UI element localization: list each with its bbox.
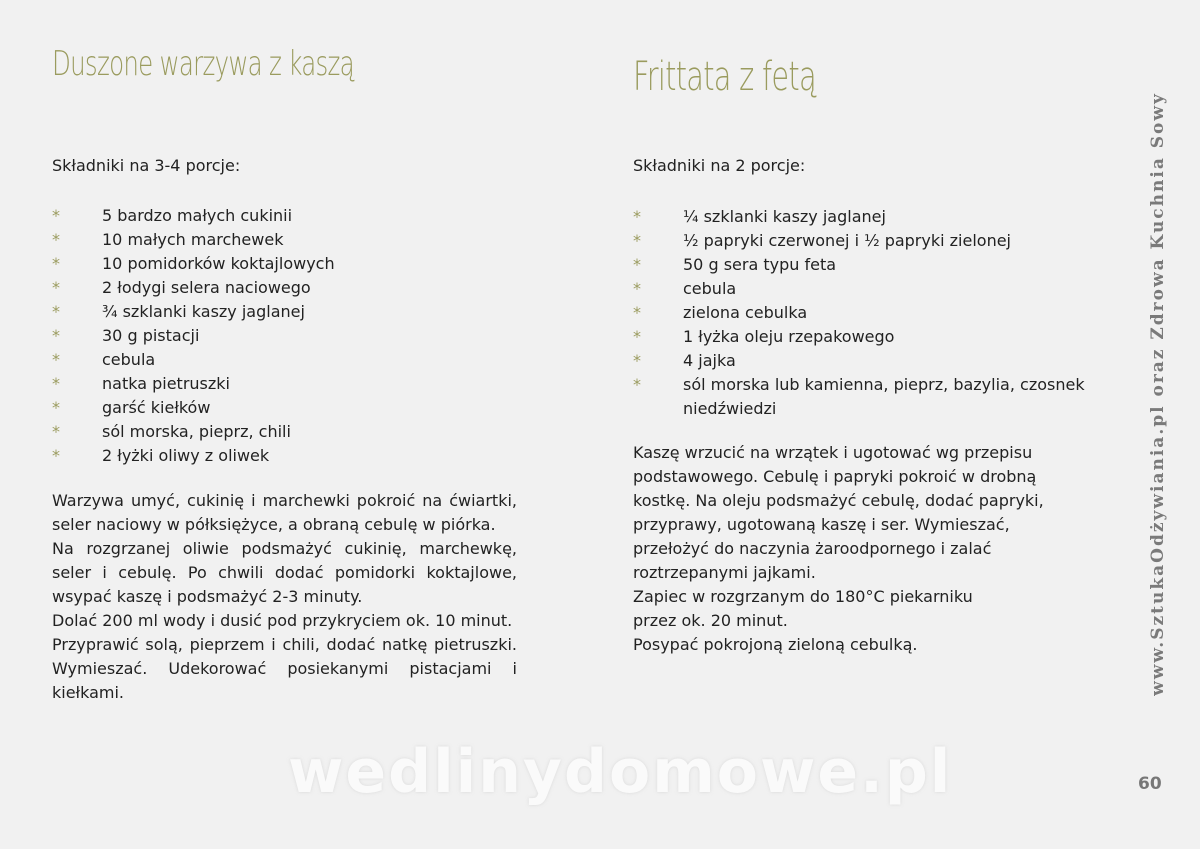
- ingredient-item: * 5 bardzo małych cukinii: [52, 204, 335, 228]
- method-line: kostkę. Na oleju podsmażyć cebulę, dodać papryki,: [633, 491, 1044, 510]
- method-line: przez ok. 20 minut.: [633, 611, 788, 630]
- bullet-asterisk-icon: *: [52, 206, 60, 225]
- left-recipe-title: Duszone warzywa z kaszą: [52, 44, 354, 84]
- bullet-asterisk-icon: *: [52, 374, 60, 393]
- bullet-asterisk-icon: *: [52, 446, 60, 465]
- bullet-asterisk-icon: *: [633, 255, 641, 274]
- ingredient-item: * 10 małych marchewek: [52, 228, 335, 252]
- ingredient-item: * zielona cebulka: [633, 301, 1093, 325]
- method-line: roztrzepanymi jajkami.: [633, 563, 816, 582]
- ingredient-item: * cebula: [52, 348, 335, 372]
- left-ingredient-list: [52, 204, 335, 468]
- ingredient-item: * ¾ szklanki kaszy jaglanej: [52, 300, 335, 324]
- left-method: [52, 489, 517, 705]
- ingredient-item: * 4 jajka: [633, 349, 1093, 373]
- method-line: Kaszę wrzucić na wrzątek i ugotować wg przepisu: [633, 443, 1033, 462]
- vertical-site-credit-text: www.SztukaOdżywiania.pl oraz Zdrowa Kuchnia Sowy: [1148, 92, 1168, 696]
- right-ingredient-list: [633, 205, 1093, 421]
- right-recipe-title: Frittata z fetą: [633, 54, 816, 100]
- ingredient-item: * 2 łodygi selera naciowego: [52, 276, 335, 300]
- bullet-asterisk-icon: *: [52, 422, 60, 441]
- method-paragraph: Warzywa umyć, cukinię i marchewki pokroić na ćwiartki, seler naciowy w półksiężyce, a obraną cebulę w piórka.: [52, 491, 517, 534]
- method-line: Zapiec w rozgrzanym do 180°C piekarniku: [633, 587, 973, 606]
- ingredient-item: * natka pietruszki: [52, 372, 335, 396]
- bullet-asterisk-icon: *: [633, 351, 641, 370]
- bullet-asterisk-icon: *: [633, 375, 641, 394]
- bullet-asterisk-icon: *: [52, 278, 60, 297]
- left-ingredients-header: Składniki na 3-4 porcje:: [52, 156, 241, 175]
- bullet-asterisk-icon: *: [52, 326, 60, 345]
- bullet-asterisk-icon: *: [52, 398, 60, 417]
- method-paragraph: Na rozgrzanej oliwie podsmażyć cukinię, marchewkę, seler i cebulę. Po chwili dodać pomidorki koktajlowe, wsypać kaszę i podsmażyć 2-3 minuty.: [52, 539, 517, 606]
- bullet-asterisk-icon: *: [52, 254, 60, 273]
- right-method: [633, 441, 1093, 657]
- ingredient-item: * sól morska, pieprz, chili: [52, 420, 335, 444]
- ingredient-item: * 10 pomidorków koktajlowych: [52, 252, 335, 276]
- ingredient-item: * cebula: [633, 277, 1093, 301]
- bullet-asterisk-icon: *: [633, 327, 641, 346]
- ingredient-item: * 2 łyżki oliwy z oliwek: [52, 444, 335, 468]
- method-paragraph: Dolać 200 ml wody i dusić pod przykryciem ok. 10 minut.: [52, 611, 513, 630]
- ingredient-item: * ½ papryki czerwonej i ½ papryki zielonej: [633, 229, 1093, 253]
- bullet-asterisk-icon: *: [52, 230, 60, 249]
- ingredient-item: * garść kiełków: [52, 396, 335, 420]
- page-number: 60: [1138, 774, 1162, 794]
- method-line: podstawowego. Cebulę i papryki pokroić w drobną: [633, 467, 1037, 486]
- method-line: przełożyć do naczynia żaroodpornego i zalać: [633, 539, 992, 558]
- bullet-asterisk-icon: *: [52, 350, 60, 369]
- method-paragraph: Przyprawić solą, pieprzem i chili, dodać natkę pietruszki. Wymieszać. Udekorować posiekanymi pistacjami i kiełkami.: [52, 635, 517, 702]
- watermark: wedlinydomowe.pl: [288, 737, 953, 807]
- ingredient-item: * 1 łyżka oleju rzepakowego: [633, 325, 1093, 349]
- method-line: Posypać pokrojoną zieloną cebulką.: [633, 635, 918, 654]
- ingredient-item: * ¼ szklanki kaszy jaglanej: [633, 205, 1093, 229]
- method-line: przyprawy, ugotowaną kaszę i ser. Wymieszać,: [633, 515, 1010, 534]
- bullet-asterisk-icon: *: [633, 231, 641, 250]
- right-ingredients-header: Składniki na 2 porcje:: [633, 156, 806, 175]
- ingredient-item: * 30 g pistacji: [52, 324, 335, 348]
- ingredient-item: * 50 g sera typu feta: [633, 253, 1093, 277]
- bullet-asterisk-icon: *: [633, 279, 641, 298]
- bullet-asterisk-icon: *: [633, 303, 641, 322]
- bullet-asterisk-icon: *: [52, 302, 60, 321]
- ingredient-item: * sól morska lub kamienna, pieprz, bazylia, czosnek niedźwiedzi: [633, 375, 1085, 418]
- bullet-asterisk-icon: *: [633, 207, 641, 226]
- vertical-site-credit: [1145, 60, 1171, 728]
